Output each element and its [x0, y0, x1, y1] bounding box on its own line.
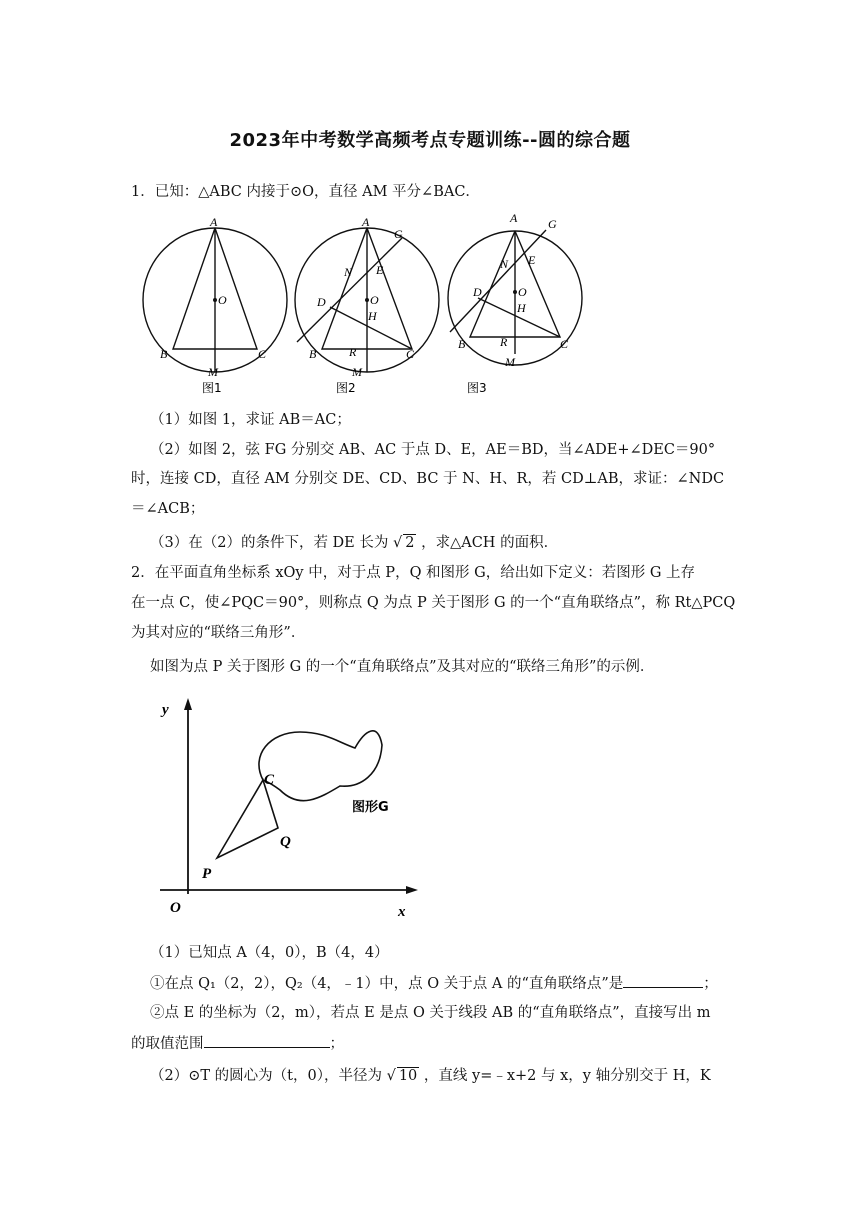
fig3-label-a: A	[510, 212, 518, 225]
axis-y-label: y	[162, 702, 169, 718]
fig2-label-n: N	[344, 265, 353, 279]
fig2-label-e: E	[376, 263, 384, 277]
figure-g-label: 图形G	[352, 800, 389, 815]
fig2-label-o: O	[370, 293, 379, 307]
fig1-label-a: A	[210, 215, 218, 229]
q2-sub1a	[150, 971, 750, 996]
q2-figure	[150, 690, 430, 925]
fig3-label-g: G	[548, 217, 557, 231]
q2-sub2-pre: （2）⊙T 的圆心为（t，0），半径为	[150, 1068, 382, 1084]
q2-sub1b-text: 的取值范围	[131, 1036, 204, 1052]
q2-sub1b-end: ；	[329, 1036, 344, 1052]
q2-line1: 2．在平面直角坐标系 xOy 中，对于点 P，Q 和图形 G，给出如下定义：若图形 G 上存	[131, 565, 696, 581]
fig1-label-b: B	[160, 347, 168, 361]
q2-sub1b-line2	[131, 1031, 731, 1056]
fig3-label-m: M	[505, 355, 515, 369]
origin-label: O	[170, 900, 181, 916]
fig3-label-d: D	[473, 285, 482, 299]
fig3-label-r: R	[500, 335, 508, 349]
sqrt-sign: √	[386, 1068, 396, 1084]
q1-part3-post: ，求△ACH 的面积．	[421, 535, 559, 551]
fig3-label-c: C	[560, 337, 569, 351]
q1-part2-line2: 时，连接 CD，直径 AM 分别交 DE、CD、BC 于 N、H、R，若 CD⊥AB，求证：∠NDC	[131, 471, 725, 487]
fig2-label-a: A	[362, 215, 370, 229]
fig1-label-o: O	[218, 293, 227, 307]
fig2-label-g: G	[394, 227, 403, 241]
point-q-label: Q	[280, 834, 291, 850]
fig2-label-h: H	[368, 309, 377, 323]
q1-part2-line3: ＝∠ACB；	[131, 501, 205, 517]
q2-sub1a-end: ；	[703, 976, 718, 992]
q2-sub2-post: ，直线 y=﹣x+2 与 x，y 轴分别交于 H，K	[423, 1068, 711, 1084]
fig3-label-b: B	[458, 337, 466, 351]
q2-sub1a-text: ①在点 Q₁（2，2），Q₂（4，﹣1）中，点 O 关于点 A 的“直角联络点”是	[150, 976, 624, 992]
q2-line3: 为其对应的“联络三角形”．	[131, 625, 306, 641]
q1-part2-line1: （2）如图 2，弦 FG 分别交 AB、AC 于点 D、E，AE＝BD，当∠ADE+∠DEC＝90°	[150, 442, 716, 458]
page-title: 2023年中考数学高频考点专题训练--圆的综合题	[229, 130, 631, 151]
fig1-label-m: M	[208, 365, 218, 379]
fig3-label-h: H	[517, 301, 526, 315]
fig2-label-r: R	[349, 345, 357, 359]
point-p-label: P	[202, 866, 212, 882]
fig2-caption: 图2	[336, 381, 356, 395]
q2-sub2-sqrt: 10	[398, 1068, 418, 1084]
fig3-label-o: O	[518, 285, 527, 299]
q1-part3-sqrt: 2	[405, 535, 415, 551]
q1-part3	[150, 531, 750, 555]
fig3-label-e: E	[528, 253, 536, 267]
axis-x-label: x	[398, 904, 406, 920]
q2-sub1: （1）已知点 A（4，0），B（4，4）	[150, 945, 389, 961]
fig2-label-b: B	[309, 347, 317, 361]
answer-blank-2[interactable]	[204, 1031, 330, 1048]
fig2-label-d: D	[317, 295, 326, 309]
q1-part1: （1）如图 1，求证 AB＝AC；	[150, 412, 351, 428]
q1-part3-pre: （3）在（2）的条件下，若 DE 长为	[150, 535, 389, 551]
answer-blank-1[interactable]	[623, 971, 703, 988]
q2-sub1b-line1: ②点 E 的坐标为（2，m），若点 E 是点 O 关于线段 AB 的“直角联络点”，直接写出 m	[150, 1005, 711, 1021]
q2-line4: 如图为点 P 关于图形 G 的一个“直角联络点”及其对应的“联络三角形”的示例．	[150, 659, 655, 675]
q1-figures	[140, 212, 600, 402]
fig2-label-c: C	[406, 347, 415, 361]
point-c-label: C	[264, 772, 275, 788]
q1-stem: 1．已知：△ABC 内接于⊙O，直径 AM 平分∠BAC．	[131, 184, 480, 200]
fig1-caption: 图1	[202, 381, 222, 395]
q2-line2: 在一点 C，使∠PQC＝90°，则称点 Q 为点 P 关于图形 G 的一个“直角联络点”，称 Rt△PCQ	[131, 595, 736, 611]
sqrt-sign: √	[393, 535, 403, 551]
fig3-label-n: N	[500, 257, 509, 271]
q2-sub2	[150, 1064, 750, 1088]
fig2-label-m: M	[352, 365, 362, 379]
fig1-label-c: C	[258, 347, 267, 361]
fig3-caption: 图3	[467, 381, 487, 395]
